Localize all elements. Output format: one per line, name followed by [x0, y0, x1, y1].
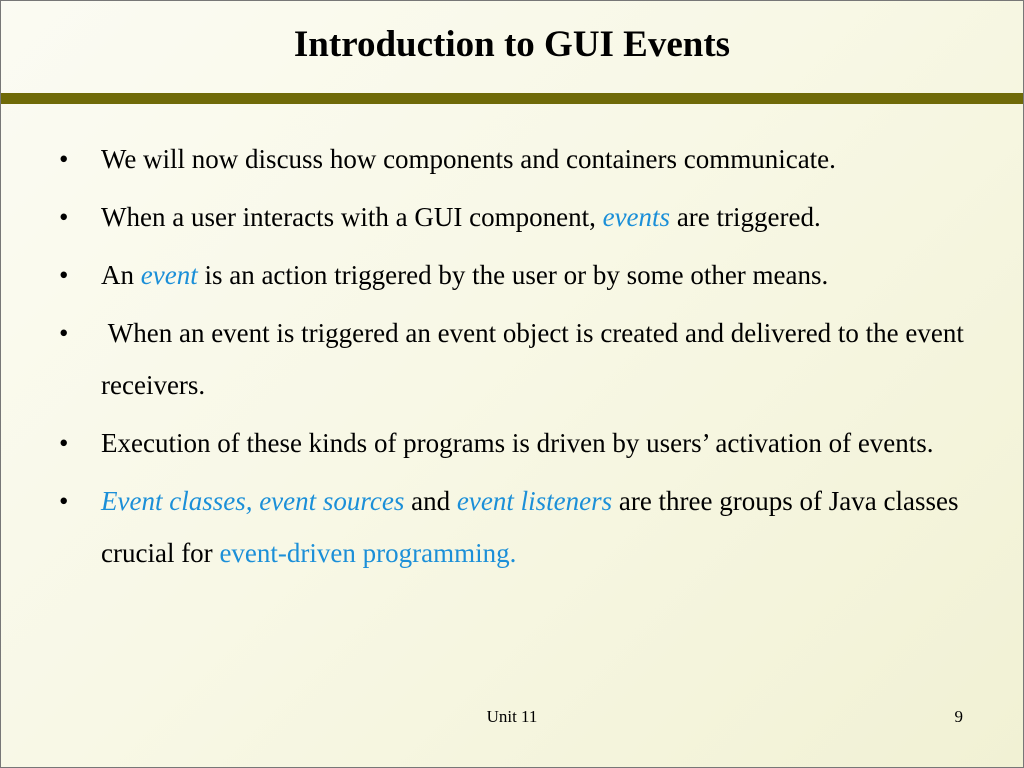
bullet-item	[59, 417, 969, 469]
page-number: 9	[954, 707, 963, 726]
slide-title: Introduction to GUI Events	[293, 24, 731, 65]
title-divider	[1, 93, 1023, 104]
bullet-item	[59, 249, 969, 301]
highlight-term: Event classes, event sources	[101, 486, 405, 516]
bullet-text: are three groups of Java classes crucial for	[101, 486, 959, 568]
bullet-dot: •	[59, 428, 69, 458]
highlight-term: events	[602, 202, 671, 232]
bullet-list	[59, 133, 969, 585]
bullet-item	[59, 133, 969, 185]
bullet-item	[59, 475, 969, 579]
highlight-phrase: event-driven programming.	[219, 538, 517, 568]
bullet-text: When an event is triggered an event object is created and delivered to the event receivers.	[101, 318, 971, 400]
bullet-dot: •	[59, 202, 69, 232]
bullet-item	[59, 191, 969, 243]
highlight-term: event	[140, 260, 198, 290]
bullet-text: is an action triggered by the user or by some other means.	[197, 260, 829, 290]
bullet-text: An	[101, 260, 141, 290]
bullet-dot: •	[59, 318, 69, 348]
bullet-item	[59, 307, 969, 411]
bullet-text: When a user interacts with a GUI component,	[101, 202, 603, 232]
footer-unit-label: Unit 11	[486, 707, 538, 726]
bullet-text: and	[404, 486, 457, 516]
bullet-dot: •	[59, 144, 69, 174]
highlight-term: event listeners	[456, 486, 613, 516]
bullet-dot: •	[59, 486, 69, 516]
bullet-text: are triggered.	[670, 202, 821, 232]
bullet-text: We will now discuss how components and containers communicate.	[101, 144, 836, 174]
bullet-dot: •	[59, 260, 69, 290]
bullet-text: Execution of these kinds of programs is driven by users’ activation of events.	[101, 428, 934, 458]
